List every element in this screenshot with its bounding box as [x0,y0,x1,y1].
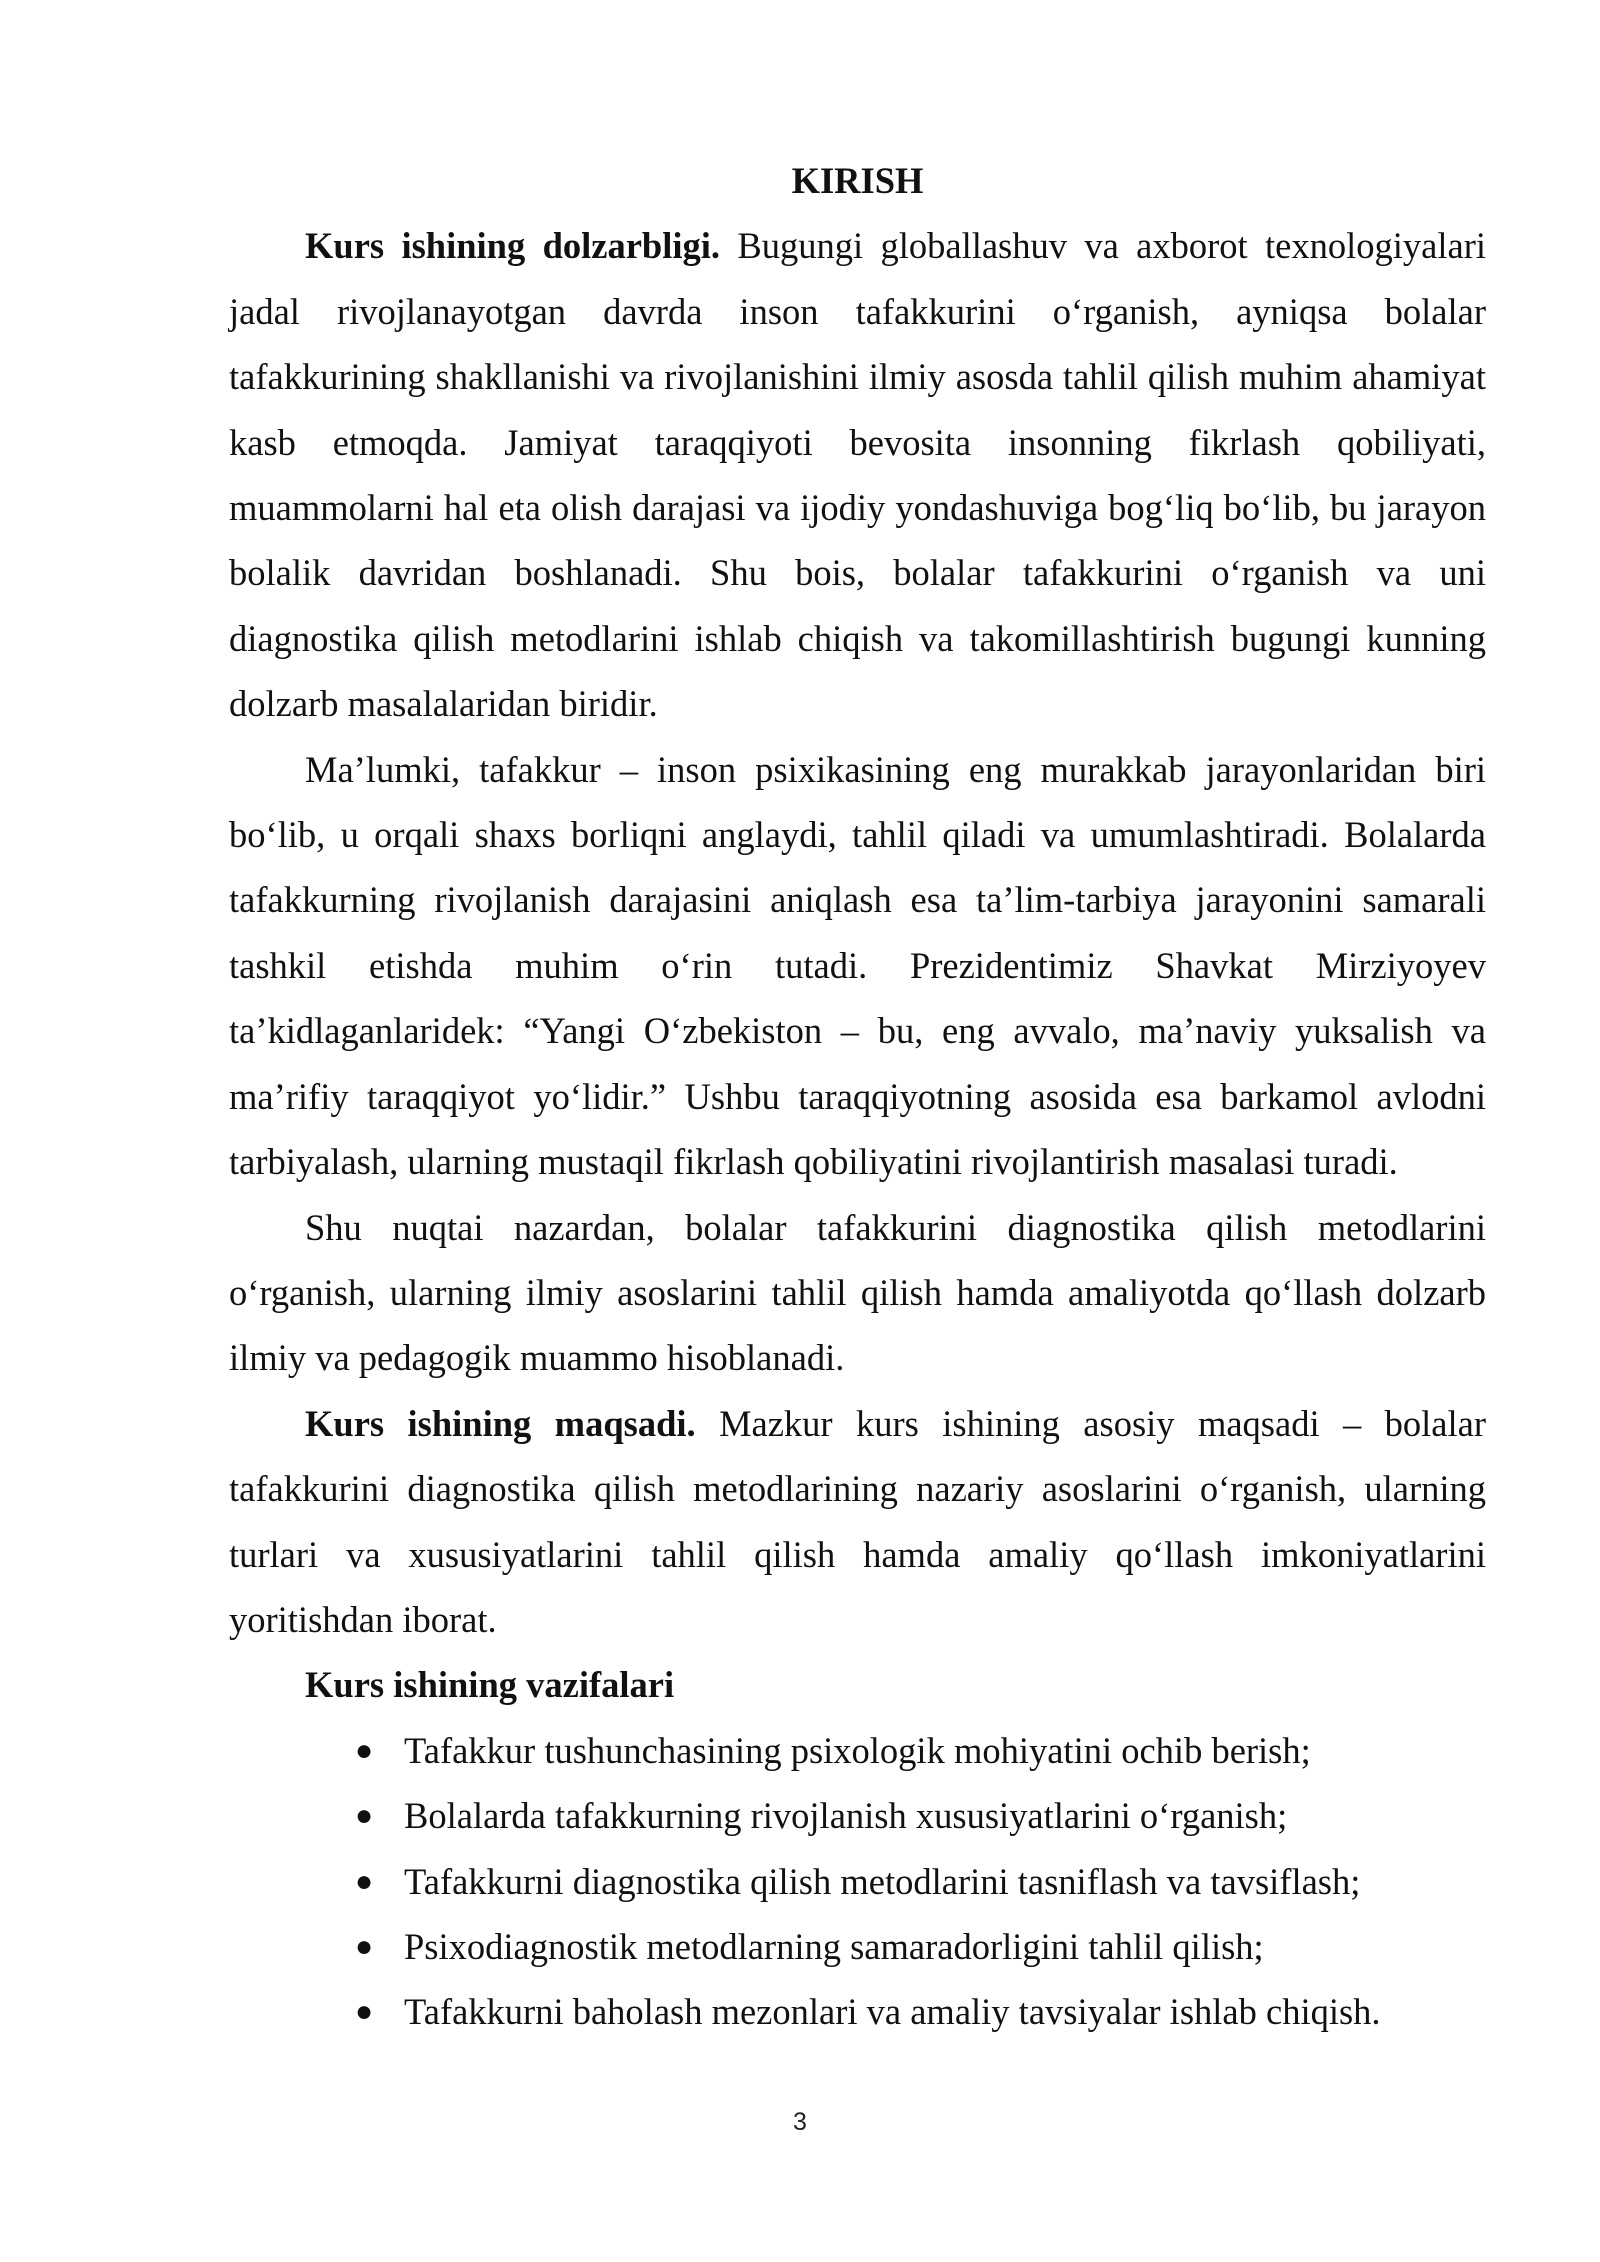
page-content [229,148,1486,2045]
list-item [229,1783,1486,1848]
bullet-icon: ● [355,1929,374,1963]
list-item [229,1718,1486,1783]
bullet-icon: ● [355,1799,374,1833]
paragraph-lead: Kurs ishining maqsadi. [305,1402,696,1444]
paragraph-text: Mazkur kurs ishining asosiy maqsadi – bolalar tafakkurini diagnostika qilish metodlarining nazariy asoslarini o‘rganish, ularning turlari va xususiyatlarini tahlil qilish hamda amaliy qo‘llash imkoniyatlarini yoritishdan iborat. [229,1402,1486,1640]
paragraph-relevance [229,213,1486,736]
task-text: Tafakkur tushunchasining psixologik mohiyatini ochib berish; [404,1729,1311,1771]
list-item [229,1914,1486,1979]
paragraph-goal [229,1391,1486,1653]
bullet-icon: ● [355,1995,374,2029]
paragraph-text: Shu nuqtai nazardan, bolalar tafakkurini diagnostika qilish metodlarini o‘rganish, ularning ilmiy asoslarini tahlil qilish hamda amaliyotda qo‘llash dolzarb ilmiy va pedagogik muammo hisoblanadi. [229,1206,1486,1379]
paragraph-text: Bugungi globallashuv va axborot texnologiyalari jadal rivojlanayotgan davrda inson tafakkurini o‘rganish, ayniqsa bolalar tafakkurining shakllanishi va rivojlanishini ilmiy asosda tahlil qilish muhim ahamiyat kasb etmoqda. Jamiyat taraqqiyoti bevosita insonning fikrlash qobiliyati, muammolarni hal eta olish darajasi va ijodiy yondashuviga bog‘liq bo‘lib, bu jarayon bolalik davridan boshlanadi. Shu bois, bolalar tafakkurini o‘rganish va uni diagnostika qilish metodlarini ishlab chiqish va takomillashtirish bugungi kunning dolzarb masalalaridan biridir. [229,225,1486,725]
list-item [229,1979,1486,2044]
paragraph-text: Ma’lumki, tafakkur – inson psixikasining eng murakkab jarayonlaridan biri bo‘lib, u orqali shaxs borliqni anglaydi, tahlil qiladi va umumlashtiradi. Bolalarda tafakkurning rivojlanish darajasini aniqlash esa ta’lim-tarbiya jarayonini samarali tashkil etishda muhim o‘rin tutadi. Prezidentimiz Shavkat Mirziyoyev ta’kidlaganlaridek: “Yangi O‘zbekiston – bu, eng avvalo, ma’naviy yuksalish va ma’rifiy taraqqiyot yo‘lidir.” Ushbu taraqqiyotning asosida esa barkamol avlodni tarbiyalash, ularning mustaqil fikrlash qobiliyatini rivojlantirish masalasi turadi. [229,748,1486,1183]
task-text: Tafakkurni baholash mezonlari va amaliy tavsiyalar ishlab chiqish. [404,1991,1381,2033]
paragraph-thinking [229,737,1486,1195]
task-text: Tafakkurni diagnostika qilish metodlarini tasniflash va tavsiflash; [404,1860,1361,1902]
bullet-icon: ● [355,1733,374,1767]
task-text: Bolalarda tafakkurning rivojlanish xususiyatlarini o‘rganish; [404,1795,1288,1837]
page-title: KIRISH [791,160,924,201]
paragraph-lead: Kurs ishining dolzarbligi. [305,225,721,267]
paragraph-importance [229,1195,1486,1391]
bullet-icon: ● [355,1864,374,1898]
task-list [229,1718,1486,2045]
task-text: Psixodiagnostik metodlarning samaradorligini tahlil qilish; [404,1925,1264,1967]
page-number: 3 [793,2108,807,2136]
list-item [229,1849,1486,1914]
tasks-heading: Kurs ishining vazifalari [305,1664,675,1706]
